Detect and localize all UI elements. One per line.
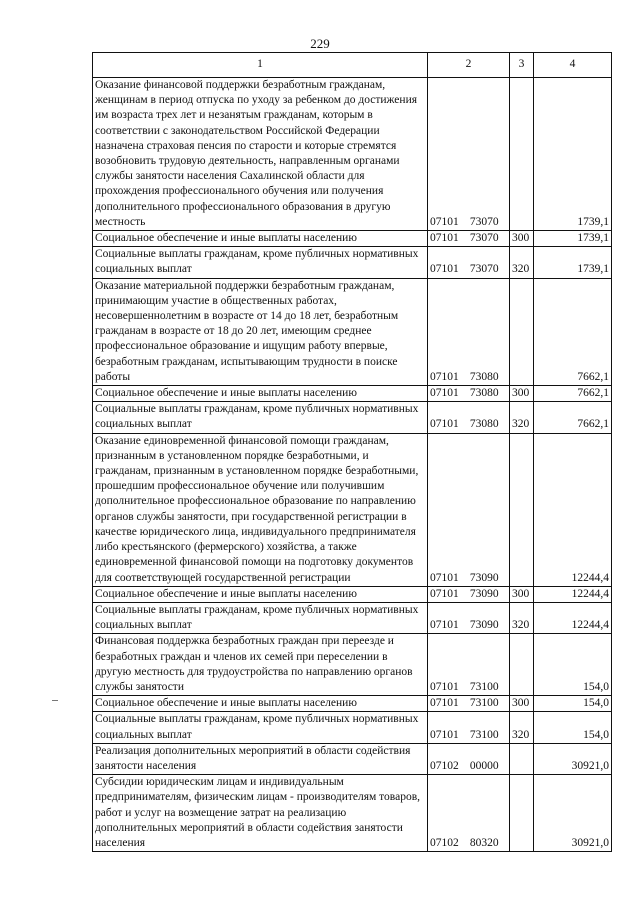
row-amount: 12244,4 [534, 602, 612, 633]
row-name: Социальные выплаты гражданам, кроме публичных нормативных социальных выплат [93, 602, 428, 633]
page-number: 229 [310, 36, 330, 51]
table-row [93, 386, 612, 402]
row-expense-type: 300 [510, 696, 534, 712]
row-code-program: 07101 [430, 418, 459, 431]
budget-table [92, 52, 612, 852]
row-code [428, 433, 510, 586]
row-amount: 7662,1 [534, 402, 612, 433]
row-expense-type [510, 743, 534, 774]
row-amount: 154,0 [534, 634, 612, 696]
margin-mark [52, 700, 58, 701]
row-code [428, 712, 510, 743]
table-row [93, 278, 612, 385]
row-name: Оказание финансовой поддержки безработным гражданам, женщинам в период отпуска по уходу за ребенком до достижения им возраста трех лет и незанятым гражданам, которым в соответствии с законодательством Российской Федерации назначена страховая пенсия по старости и которые стремятся возобновить трудовую деятельность, направленным органами службы занятости населения Сахалинской области для прохождения профессионального обучения или получения дополнительного профессионального образования в другую местность [93, 78, 428, 231]
row-code-direction: 73080 [469, 387, 499, 400]
row-code [428, 634, 510, 696]
row-code-program: 07101 [430, 232, 459, 245]
row-code-direction: 00000 [469, 759, 499, 772]
row-amount: 7662,1 [534, 278, 612, 385]
row-name: Субсидии юридическим лицам и индивидуальным предпринимателям, физическим лицам - производителям товаров, работ и услуг на возмещение затрат на реализацию дополнительных мероприятий в области содействия занятости населения [93, 775, 428, 852]
table-row [93, 634, 612, 696]
row-code-direction: 73080 [469, 370, 499, 383]
row-code [428, 231, 510, 247]
table-row [93, 231, 612, 247]
row-code-direction: 73070 [469, 232, 499, 245]
row-code-program: 07101 [430, 215, 459, 228]
row-expense-type: 320 [510, 712, 534, 743]
row-amount: 154,0 [534, 712, 612, 743]
row-expense-type: 300 [510, 586, 534, 602]
row-name: Оказание единовременной финансовой помощи гражданам, признанным в установленном порядке безработными, и гражданам, признанным в установленном порядке безработными, прошедшим профессиональное обучение или получившим дополнительное профессиональное образование по направлению органов службы занятости, при государственной регистрации в качестве юридического лица, индивидуального предпринимателя либо крестьянского (фермерского) хозяйства, а также единовременной финансовой помощи на подготовку документов для соответствующей государственной регистрации [93, 433, 428, 586]
row-amount: 30921,0 [534, 743, 612, 774]
table-row [93, 602, 612, 633]
row-name: Социальное обеспечение и иные выплаты населению [93, 386, 428, 402]
table-row [93, 402, 612, 433]
row-amount: 30921,0 [534, 775, 612, 852]
row-code [428, 775, 510, 852]
row-amount: 7662,1 [534, 386, 612, 402]
row-amount: 1739,1 [534, 247, 612, 278]
row-code [428, 402, 510, 433]
table-row [93, 586, 612, 602]
row-code [428, 247, 510, 278]
row-code-direction: 73070 [469, 263, 499, 276]
header-col-1: 1 [93, 53, 428, 78]
row-amount: 12244,4 [534, 433, 612, 586]
row-code-program: 07102 [430, 759, 459, 772]
row-amount: 12244,4 [534, 586, 612, 602]
row-name: Финансовая поддержка безработных граждан при переезде и безработных граждан и членов их семей при переселении в другую местность для трудоустройства по направлению органов службы занятости [93, 634, 428, 696]
table-row [93, 775, 612, 852]
row-code [428, 78, 510, 231]
row-code-direction: 73090 [469, 587, 499, 600]
row-code-direction: 73090 [469, 619, 499, 632]
row-amount: 1739,1 [534, 78, 612, 231]
row-expense-type [510, 775, 534, 852]
row-code-direction: 73100 [469, 697, 499, 710]
row-code-direction: 80320 [469, 836, 499, 849]
row-code-program: 07101 [430, 587, 459, 600]
row-expense-type: 320 [510, 402, 534, 433]
row-name: Социальное обеспечение и иные выплаты населению [93, 586, 428, 602]
row-expense-type [510, 278, 534, 385]
row-code [428, 696, 510, 712]
row-code [428, 602, 510, 633]
row-code-direction: 73070 [469, 215, 499, 228]
row-name: Социальное обеспечение и иные выплаты населению [93, 696, 428, 712]
row-code-program: 07102 [430, 836, 459, 849]
row-amount: 154,0 [534, 696, 612, 712]
header-col-2: 2 [428, 53, 510, 78]
header-col-3: 3 [510, 53, 534, 78]
row-code-program: 07101 [430, 697, 459, 710]
row-expense-type [510, 634, 534, 696]
row-code-program: 07101 [430, 387, 459, 400]
table-row [93, 433, 612, 586]
row-code [428, 743, 510, 774]
row-name: Социальные выплаты гражданам, кроме публичных нормативных социальных выплат [93, 402, 428, 433]
row-code [428, 386, 510, 402]
row-code-program: 07101 [430, 370, 459, 383]
row-code-direction: 73090 [469, 571, 499, 584]
row-code-direction: 73100 [469, 680, 499, 693]
table-header-row [93, 53, 612, 78]
row-code-program: 07101 [430, 728, 459, 741]
row-expense-type: 320 [510, 602, 534, 633]
row-name: Оказание материальной поддержки безработным гражданам, принимающим участие в общественных работах, несовершеннолетним в возрасте от 14 до 18 лет, безработным гражданам в возрасте от 18 до 20 лет, имеющим среднее профессиональное образование и ищущим работу впервые, безработным гражданам, испытывающим трудности в поиске работы [93, 278, 428, 385]
row-expense-type [510, 78, 534, 231]
table-body [93, 78, 612, 852]
row-code-program: 07101 [430, 619, 459, 632]
table-row [93, 696, 612, 712]
row-code-program: 07101 [430, 680, 459, 693]
row-expense-type: 300 [510, 231, 534, 247]
row-code-program: 07101 [430, 263, 459, 276]
row-code [428, 586, 510, 602]
row-code [428, 278, 510, 385]
row-expense-type: 320 [510, 247, 534, 278]
row-name: Социальные выплаты гражданам, кроме публичных нормативных социальных выплат [93, 712, 428, 743]
row-name: Реализация дополнительных мероприятий в области содействия занятости населения [93, 743, 428, 774]
table-row [93, 247, 612, 278]
row-expense-type: 300 [510, 386, 534, 402]
row-expense-type [510, 433, 534, 586]
row-code-program: 07101 [430, 571, 459, 584]
header-col-4: 4 [534, 53, 612, 78]
table-row [93, 78, 612, 231]
row-name: Социальные выплаты гражданам, кроме публичных нормативных социальных выплат [93, 247, 428, 278]
row-code-direction: 73100 [469, 728, 499, 741]
row-name: Социальное обеспечение и иные выплаты населению [93, 231, 428, 247]
row-code-direction: 73080 [469, 418, 499, 431]
table-row [93, 712, 612, 743]
row-amount: 1739,1 [534, 231, 612, 247]
table-row [93, 743, 612, 774]
